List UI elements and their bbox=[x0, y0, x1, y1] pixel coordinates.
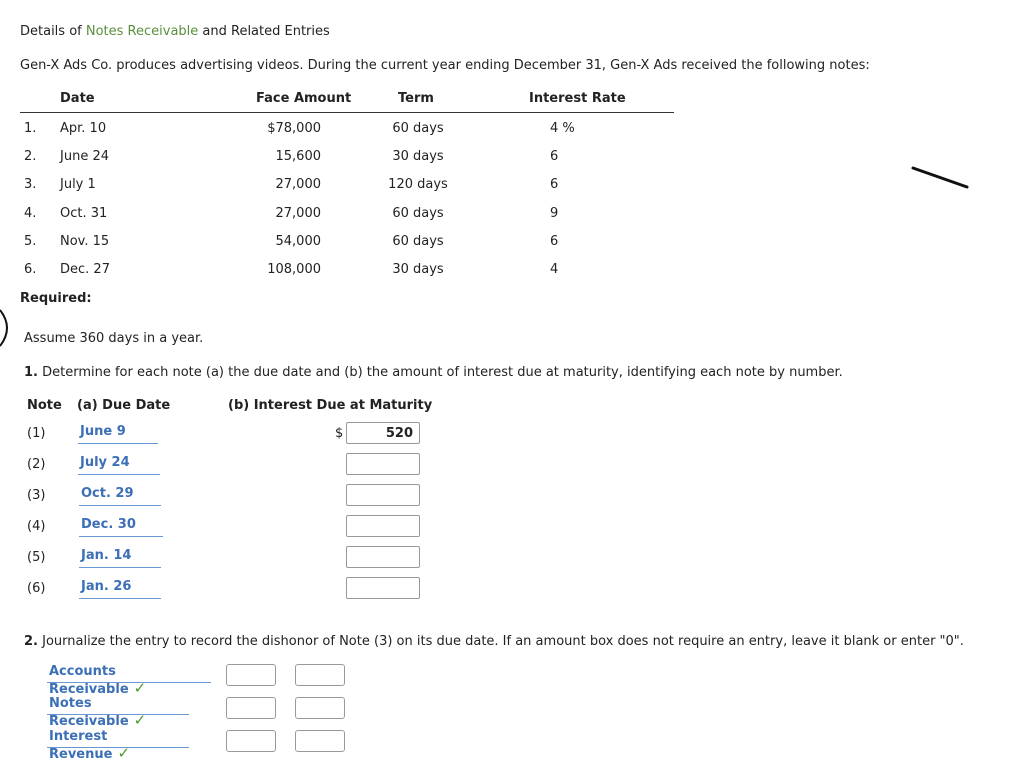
answer-header-due: (a) Due Date bbox=[77, 398, 171, 413]
question-1: 1. Determine for each note (a) the due date and (b) the amount of interest due at maturity, identifying each note by number. bbox=[24, 365, 843, 380]
interest-input[interactable] bbox=[346, 453, 420, 475]
debit-input[interactable] bbox=[226, 730, 276, 752]
debit-input[interactable] bbox=[226, 664, 276, 686]
due-date-answer[interactable]: Jan. 14 bbox=[79, 548, 161, 568]
intro-text: Gen-X Ads Co. produces advertising videos. During the current year ending December 31, Gen-X Ads received the following notes: bbox=[20, 58, 870, 73]
notes-receivable-link[interactable]: Notes Receivable bbox=[85, 24, 199, 39]
table-header-rule bbox=[20, 112, 674, 113]
journal-account-select[interactable]: Interest Revenue ✓ bbox=[47, 729, 189, 748]
col-header-face: Face Amount bbox=[256, 91, 352, 106]
interest-input[interactable]: 520 bbox=[346, 422, 420, 444]
col-header-date: Date bbox=[60, 91, 95, 106]
assumption-text: Assume 360 days in a year. bbox=[24, 331, 204, 346]
due-date-answer[interactable]: June 9 bbox=[78, 424, 158, 444]
answer-header-interest: (b) Interest Due at Maturity bbox=[228, 398, 433, 413]
due-date-answer[interactable]: Dec. 30 bbox=[79, 517, 163, 537]
col-header-rate: Interest Rate bbox=[529, 91, 626, 106]
left-edge-arc-icon bbox=[0, 308, 14, 348]
interest-input[interactable] bbox=[346, 546, 420, 568]
due-date-answer[interactable]: Jan. 26 bbox=[79, 579, 161, 599]
required-label: Required: bbox=[20, 291, 92, 306]
question-2: 2. Journalize the entry to record the dishonor of Note (3) on its due date. If an amount box does not require an entry, leave it blank or enter "0". bbox=[24, 634, 964, 649]
journal-account-select[interactable]: Accounts Receivable ✓ bbox=[47, 664, 211, 683]
credit-input[interactable] bbox=[295, 664, 345, 686]
debit-input[interactable] bbox=[226, 697, 276, 719]
page-title: Details of Notes Receivable and Related Entries bbox=[20, 24, 330, 39]
interest-input[interactable] bbox=[346, 484, 420, 506]
interest-input[interactable] bbox=[346, 515, 420, 537]
journal-account-select[interactable]: Notes Receivable ✓ bbox=[47, 696, 189, 715]
check-icon: ✓ bbox=[133, 711, 147, 729]
due-date-answer[interactable]: Oct. 29 bbox=[79, 486, 161, 506]
credit-input[interactable] bbox=[295, 697, 345, 719]
dollar-sign: $ bbox=[335, 426, 344, 441]
due-date-answer[interactable]: July 24 bbox=[78, 455, 160, 475]
col-header-term: Term bbox=[398, 91, 434, 106]
pen-stroke-mark bbox=[905, 160, 975, 195]
answer-header-note: Note bbox=[27, 398, 62, 413]
check-icon: ✓ bbox=[133, 679, 147, 697]
check-icon: ✓ bbox=[117, 744, 131, 762]
interest-input[interactable] bbox=[346, 577, 420, 599]
credit-input[interactable] bbox=[295, 730, 345, 752]
